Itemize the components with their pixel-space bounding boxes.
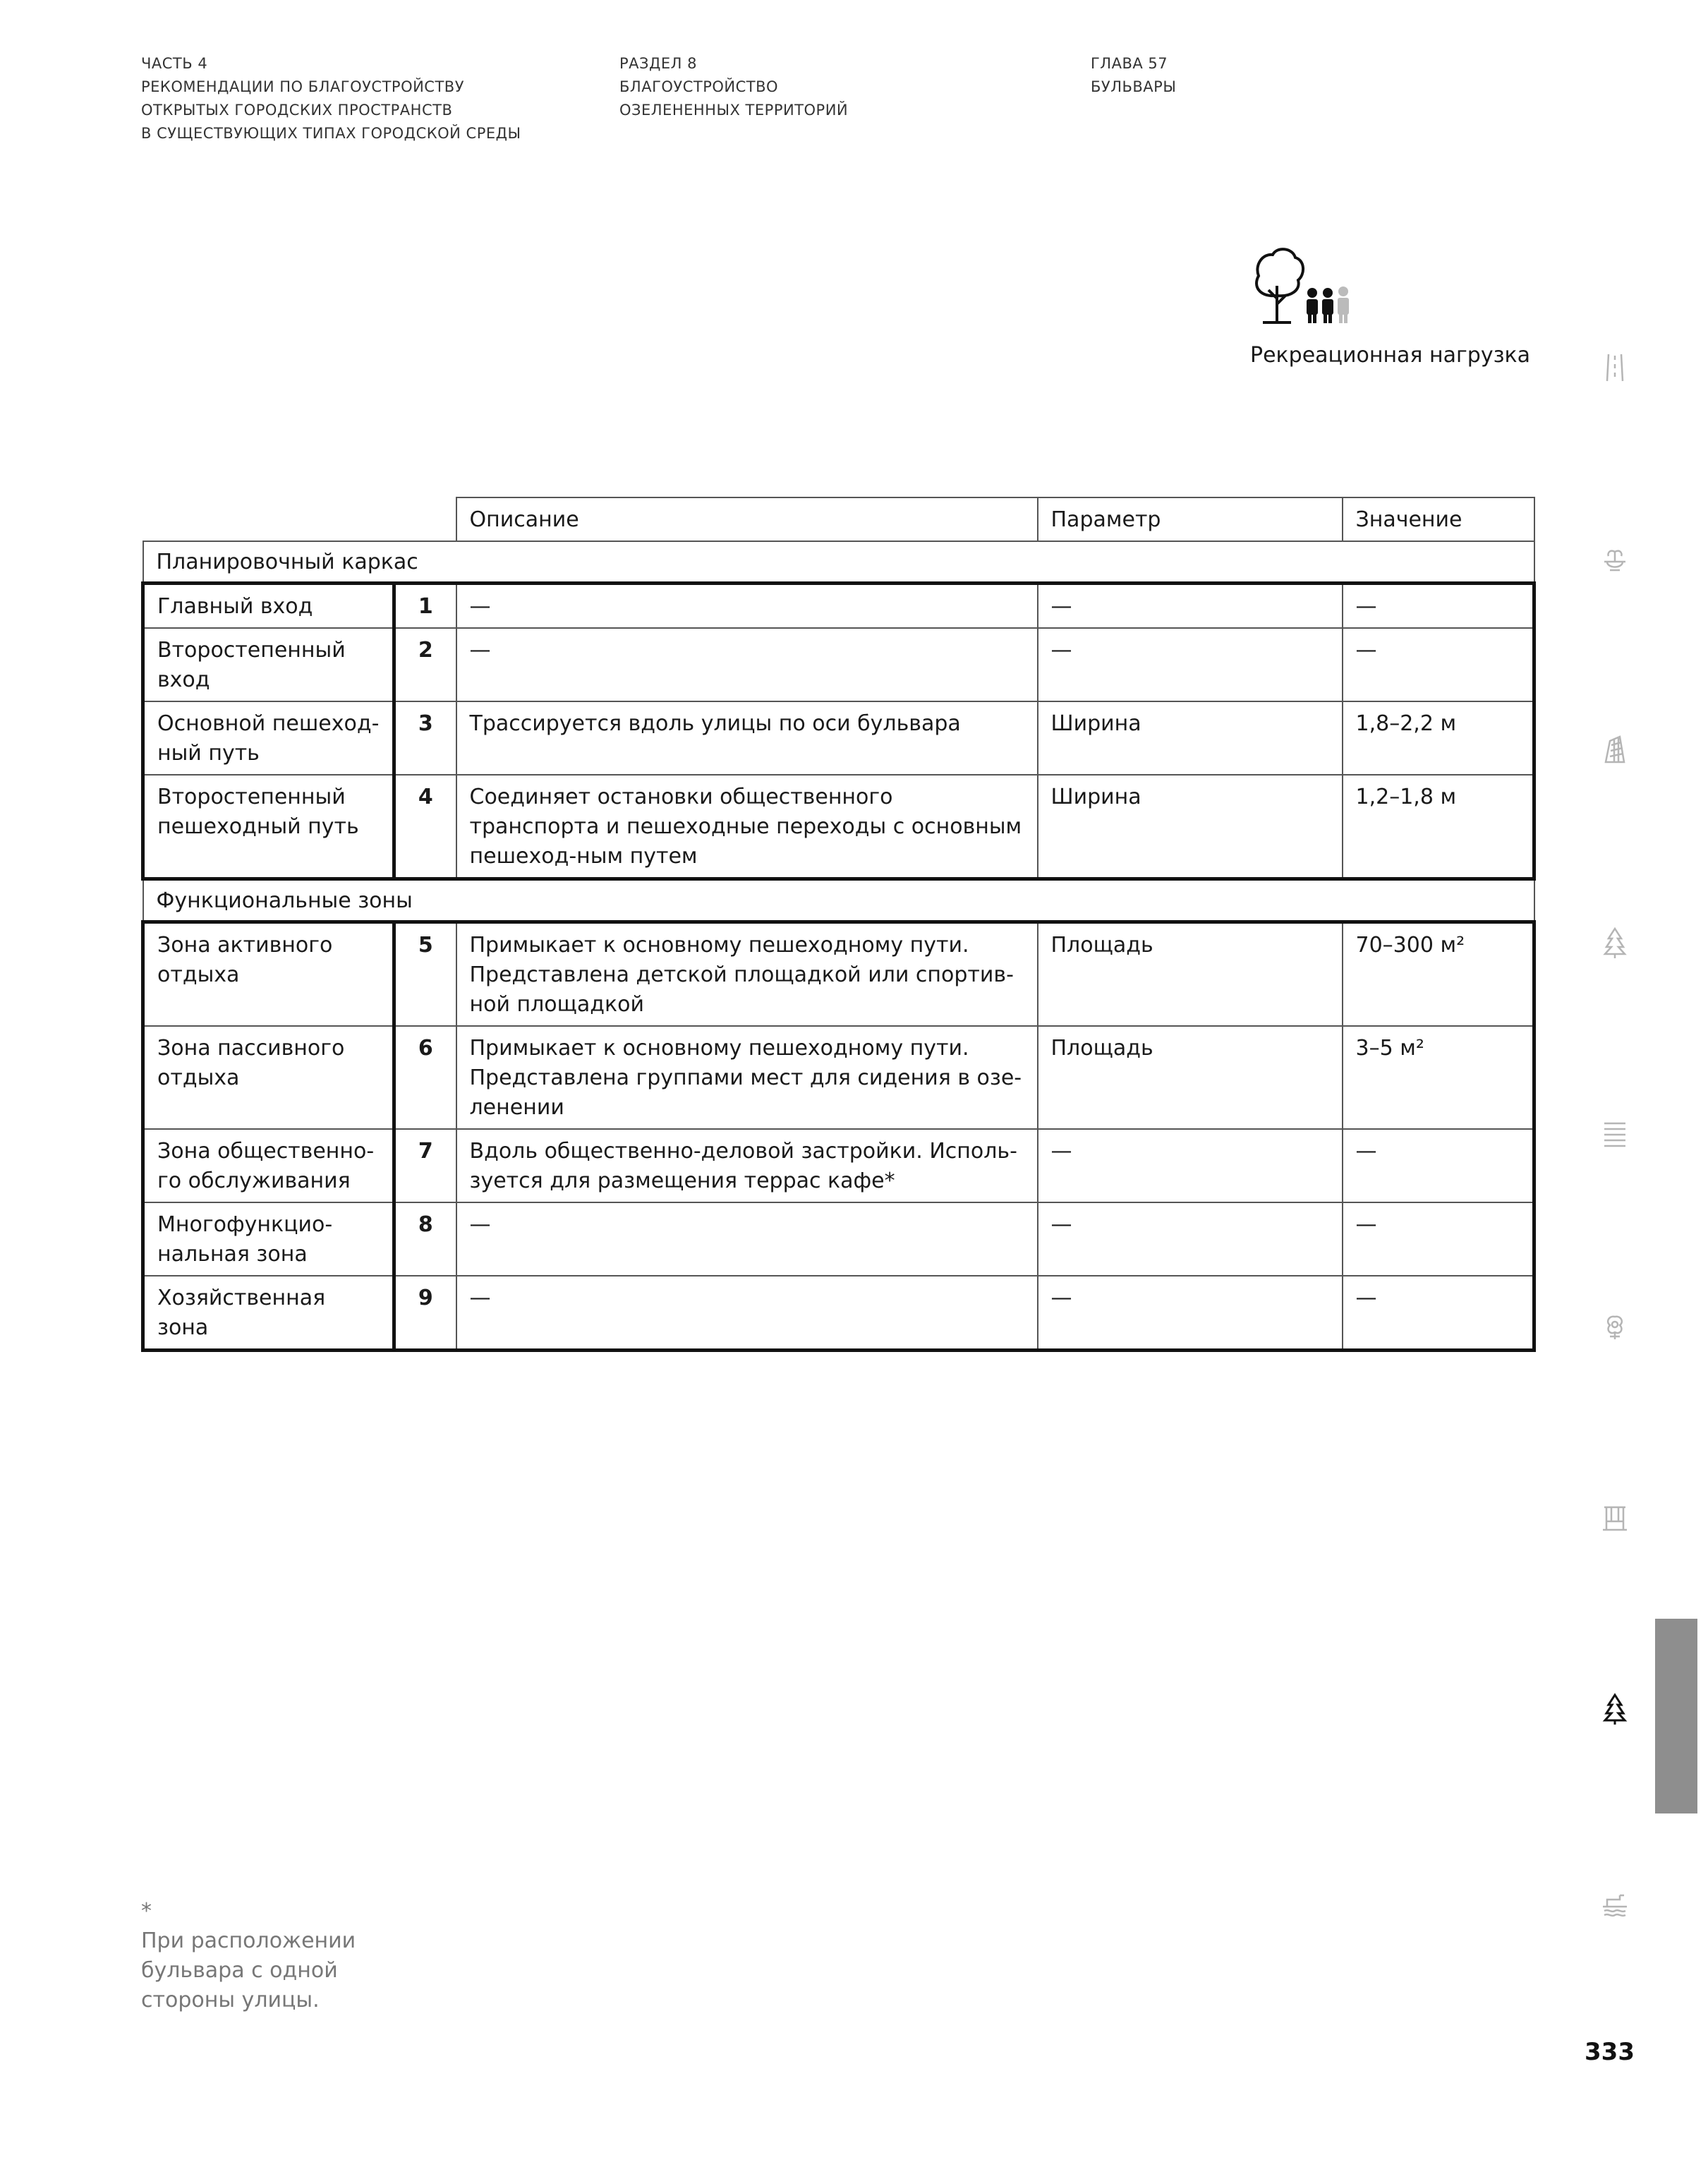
section-row bbox=[143, 879, 1534, 922]
element-name: Второстепенный вход bbox=[143, 628, 394, 701]
table-row bbox=[143, 1129, 1534, 1202]
element-name: Главный вход bbox=[143, 584, 394, 629]
load-caption: Рекреационная нагрузка bbox=[1250, 343, 1531, 368]
header-line: РЕКОМЕНДАЦИИ ПО БЛАГОУСТРОЙСТВУ bbox=[141, 78, 464, 95]
section-row bbox=[143, 541, 1534, 584]
header-part bbox=[141, 52, 521, 145]
page-number: 333 bbox=[1585, 2038, 1635, 2066]
table-row bbox=[143, 775, 1534, 879]
footnote-line: стороны улицы. bbox=[141, 1988, 320, 2012]
active-section-tab[interactable] bbox=[1655, 1619, 1697, 1813]
footnote-line: бульвара с одной bbox=[141, 1958, 338, 1983]
element-value: — bbox=[1343, 1202, 1534, 1276]
element-number: 3 bbox=[394, 701, 456, 775]
tree-active-icon[interactable] bbox=[1600, 1692, 1630, 1725]
element-description: — bbox=[456, 1202, 1038, 1276]
element-description: Вдоль общественно-деловой застройки. Исполь-зуется для размещения террас кафе* bbox=[456, 1129, 1038, 1202]
element-name: Второстепенный пешеходный путь bbox=[143, 775, 394, 879]
element-value: 1,8–2,2 м bbox=[1343, 701, 1534, 775]
table-row bbox=[143, 1276, 1534, 1351]
element-name: Основной пешеход-ный путь bbox=[143, 701, 394, 775]
column-header: Значение bbox=[1343, 497, 1534, 541]
column-header: Описание bbox=[456, 497, 1038, 541]
tree-icon[interactable] bbox=[1600, 926, 1630, 958]
element-number: 4 bbox=[394, 775, 456, 879]
section-title: Функциональные зоны bbox=[143, 879, 1534, 922]
element-value: — bbox=[1343, 1129, 1534, 1202]
fountain-icon[interactable] bbox=[1600, 542, 1630, 574]
element-description: — bbox=[456, 628, 1038, 701]
header-line: БУЛЬВАРЫ bbox=[1091, 78, 1177, 95]
element-number: 1 bbox=[394, 584, 456, 629]
table-row bbox=[143, 922, 1534, 1027]
header-line: ОЗЕЛЕНЕННЫХ ТЕРРИТОРИЙ bbox=[619, 102, 849, 119]
table-row bbox=[143, 701, 1534, 775]
element-parameter: Площадь bbox=[1038, 1026, 1343, 1129]
element-value: 1,2–1,8 м bbox=[1343, 775, 1534, 879]
lines-icon[interactable] bbox=[1600, 1116, 1630, 1149]
table-row bbox=[143, 1026, 1534, 1129]
element-number: 9 bbox=[394, 1276, 456, 1351]
bridge-icon[interactable] bbox=[1600, 1500, 1630, 1533]
element-value: — bbox=[1343, 628, 1534, 701]
element-description: Соединяет остановки общественного транспорта и пешеходные переходы с основным пешеход-ным путем bbox=[456, 775, 1038, 879]
element-name: Зона пассивного отдыха bbox=[143, 1026, 394, 1129]
header-line: БЛАГОУСТРОЙСТВО bbox=[619, 78, 779, 95]
element-description: Примыкает к основному пешеходному пути. Представлена детской площадкой или спортив-ной площадкой bbox=[456, 922, 1038, 1027]
element-number: 6 bbox=[394, 1026, 456, 1129]
header-line: РАЗДЕЛ 8 bbox=[619, 55, 697, 72]
element-name: Зона активного отдыха bbox=[143, 922, 394, 1027]
element-name: Зона общественно-го обслуживания bbox=[143, 1129, 394, 1202]
header-line: ГЛАВА 57 bbox=[1091, 55, 1168, 72]
element-description: — bbox=[456, 584, 1038, 629]
element-parameter: Ширина bbox=[1038, 701, 1343, 775]
footnote bbox=[141, 1897, 356, 2015]
header-chapter bbox=[1091, 52, 1176, 99]
header-line: В СУЩЕСТВУЮЩИХ ТИПАХ ГОРОДСКОЙ СРЕДЫ bbox=[141, 125, 521, 142]
element-parameter: — bbox=[1038, 1202, 1343, 1276]
embankment-icon[interactable] bbox=[1600, 1885, 1630, 1918]
element-value: 70–300 м² bbox=[1343, 922, 1534, 1027]
element-value: 3–5 м² bbox=[1343, 1026, 1534, 1129]
element-number: 2 bbox=[394, 628, 456, 701]
header-section bbox=[619, 52, 848, 122]
road-icon[interactable] bbox=[1600, 351, 1630, 384]
element-name: Хозяйственная зона bbox=[143, 1276, 394, 1351]
table-header-row bbox=[143, 497, 1534, 541]
element-description: Примыкает к основному пешеходному пути. Представлена группами мест для сидения в озе-ленении bbox=[456, 1026, 1038, 1129]
element-value: — bbox=[1343, 1276, 1534, 1351]
element-parameter: — bbox=[1038, 1129, 1343, 1202]
header-line: ЧАСТЬ 4 bbox=[141, 55, 208, 72]
element-value: — bbox=[1343, 584, 1534, 629]
building-icon[interactable] bbox=[1600, 732, 1630, 765]
element-number: 7 bbox=[394, 1129, 456, 1202]
tree-people-icon bbox=[1249, 243, 1367, 335]
element-name: Многофункцио-нальная зона bbox=[143, 1202, 394, 1276]
column-header: Параметр bbox=[1038, 497, 1343, 541]
footnote-line: * bbox=[141, 1899, 152, 1924]
element-parameter: Площадь bbox=[1038, 922, 1343, 1027]
flower-icon[interactable] bbox=[1600, 1308, 1630, 1341]
element-number: 5 bbox=[394, 922, 456, 1027]
element-parameter: — bbox=[1038, 584, 1343, 629]
section-title: Планировочный каркас bbox=[143, 541, 1534, 584]
table-row bbox=[143, 628, 1534, 701]
element-description: Трассируется вдоль улицы по оси бульвара bbox=[456, 701, 1038, 775]
table-row bbox=[143, 1202, 1534, 1276]
element-number: 8 bbox=[394, 1202, 456, 1276]
element-description: — bbox=[456, 1276, 1038, 1351]
element-parameter: — bbox=[1038, 628, 1343, 701]
header-line: ОТКРЫТЫХ ГОРОДСКИХ ПРОСТРАНСТВ bbox=[141, 102, 453, 119]
main-table bbox=[141, 497, 1536, 1352]
element-parameter: — bbox=[1038, 1276, 1343, 1351]
footnote-line: При расположении bbox=[141, 1928, 356, 1953]
table-row bbox=[143, 584, 1534, 629]
element-parameter: Ширина bbox=[1038, 775, 1343, 879]
